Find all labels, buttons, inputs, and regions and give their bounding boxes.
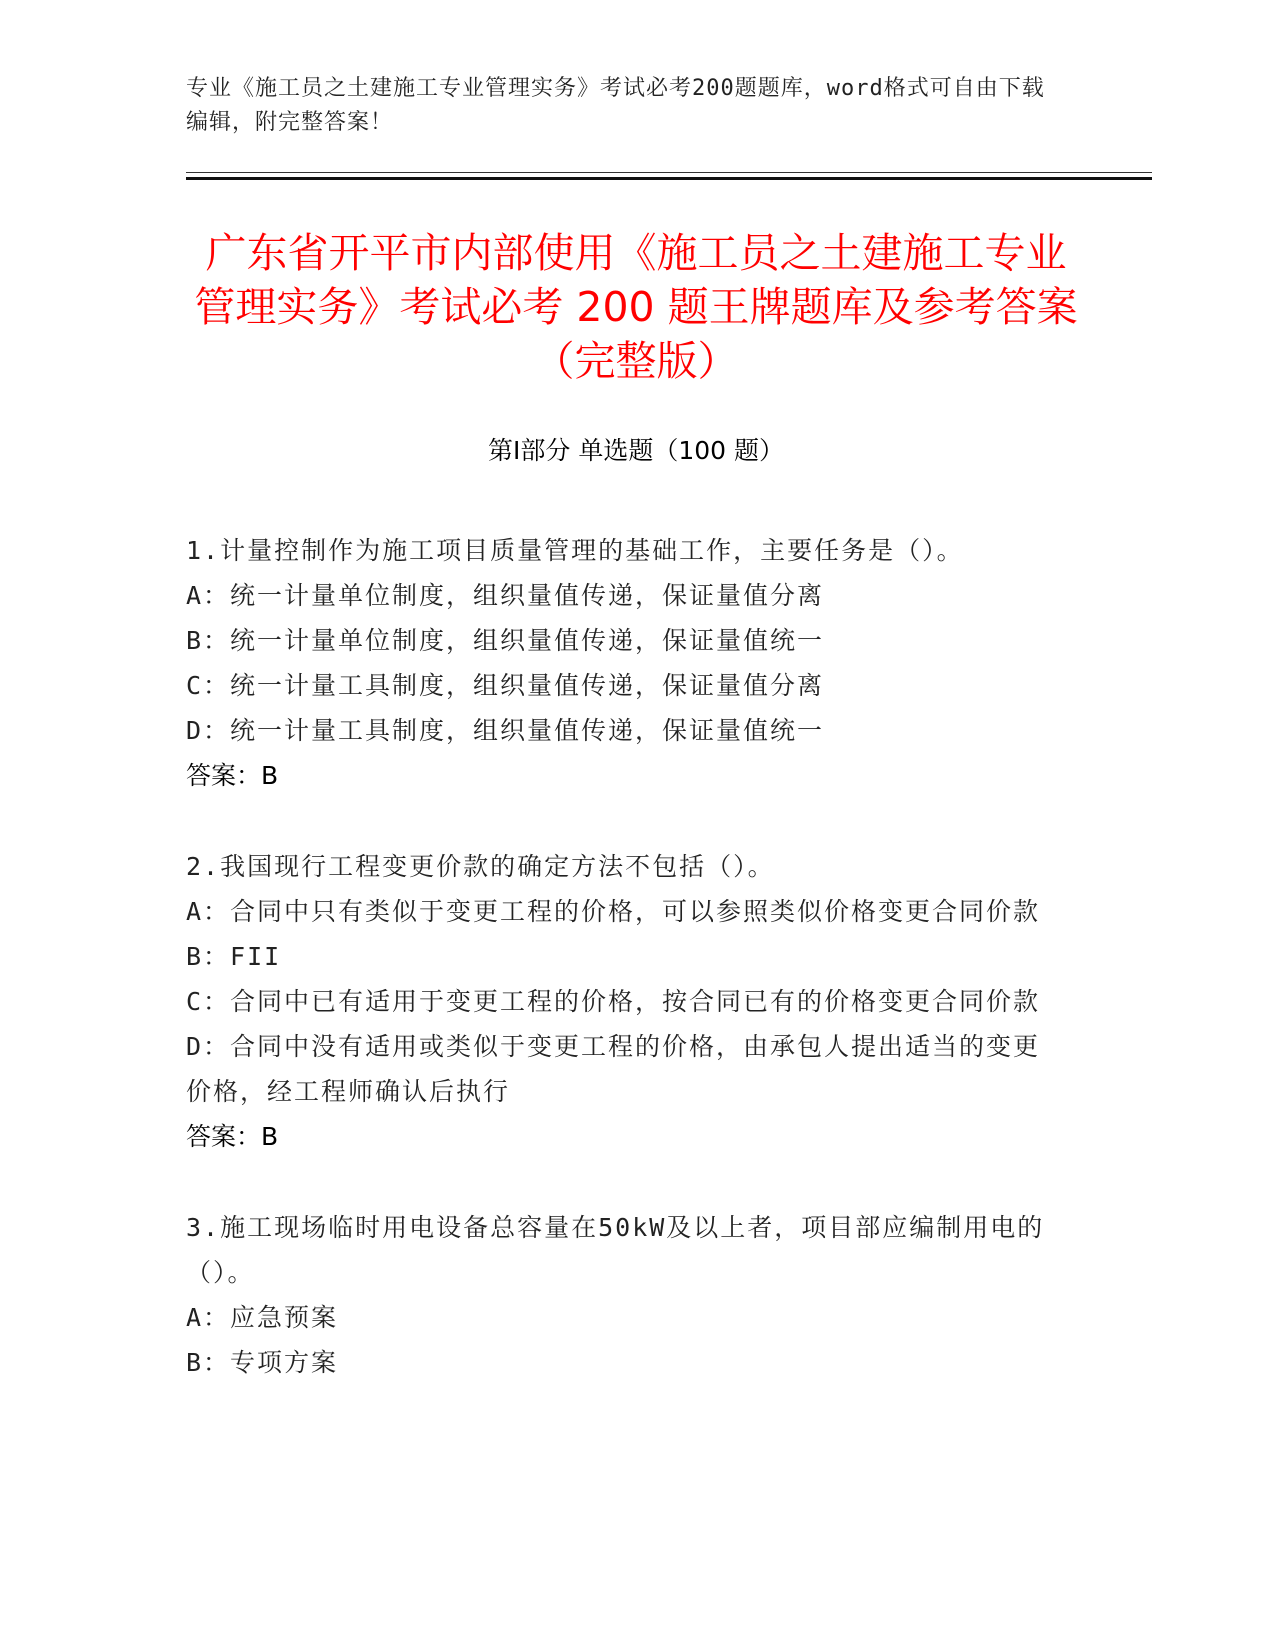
section-heading: 第Ⅰ部分 单选题（100 题） bbox=[488, 436, 784, 465]
question-list bbox=[186, 528, 1066, 1431]
option-c: C：合同中已有适用于变更工程的价格，按合同已有的价格变更合同价款 bbox=[186, 987, 1041, 1016]
option-b: B：专项方案 bbox=[186, 1348, 339, 1377]
question-stem: 1.计量控制作为施工项目质量管理的基础工作，主要任务是（）。 bbox=[186, 536, 964, 565]
answer-line: 答案：B bbox=[186, 761, 279, 790]
option-b: B：FII bbox=[186, 942, 282, 971]
question-1 bbox=[186, 528, 1066, 798]
page-header: 专业《施工员之土建施工专业管理实务》考试必考200题题库，word格式可自由下载编辑，附完整答案！ bbox=[186, 76, 1045, 135]
question-stem: 3.施工现场临时用电设备总容量在50kW及以上者，项目部应编制用电的（）。 bbox=[186, 1213, 1045, 1287]
option-d: D：统一计量工具制度，组织量值传递，保证量值统一 bbox=[186, 716, 825, 745]
option-c: C：统一计量工具制度，组织量值传递，保证量值分离 bbox=[186, 671, 825, 700]
question-3 bbox=[186, 1205, 1066, 1385]
question-stem: 2.我国现行工程变更价款的确定方法不包括（）。 bbox=[186, 852, 775, 881]
answer-line: 答案：B bbox=[186, 1122, 279, 1151]
question-2 bbox=[186, 844, 1066, 1159]
option-b: B：统一计量单位制度，组织量值传递，保证量值统一 bbox=[186, 626, 825, 655]
option-a: A：应急预案 bbox=[186, 1303, 339, 1332]
header-rule-thin bbox=[186, 172, 1152, 173]
option-a: A：统一计量单位制度，组织量值传递，保证量值分离 bbox=[186, 581, 825, 610]
header-rule-thick bbox=[186, 177, 1152, 180]
option-a: A：合同中只有类似于变更工程的价格，可以参照类似价格变更合同价款 bbox=[186, 897, 1041, 926]
option-d: D：合同中没有适用或类似于变更工程的价格，由承包人提出适当的变更价格，经工程师确认后执行 bbox=[186, 1032, 1041, 1106]
document-title: 广东省开平市内部使用《施工员之土建施工专业管理实务》考试必考 200 题王牌题库及参考答案（完整版） bbox=[194, 229, 1078, 385]
